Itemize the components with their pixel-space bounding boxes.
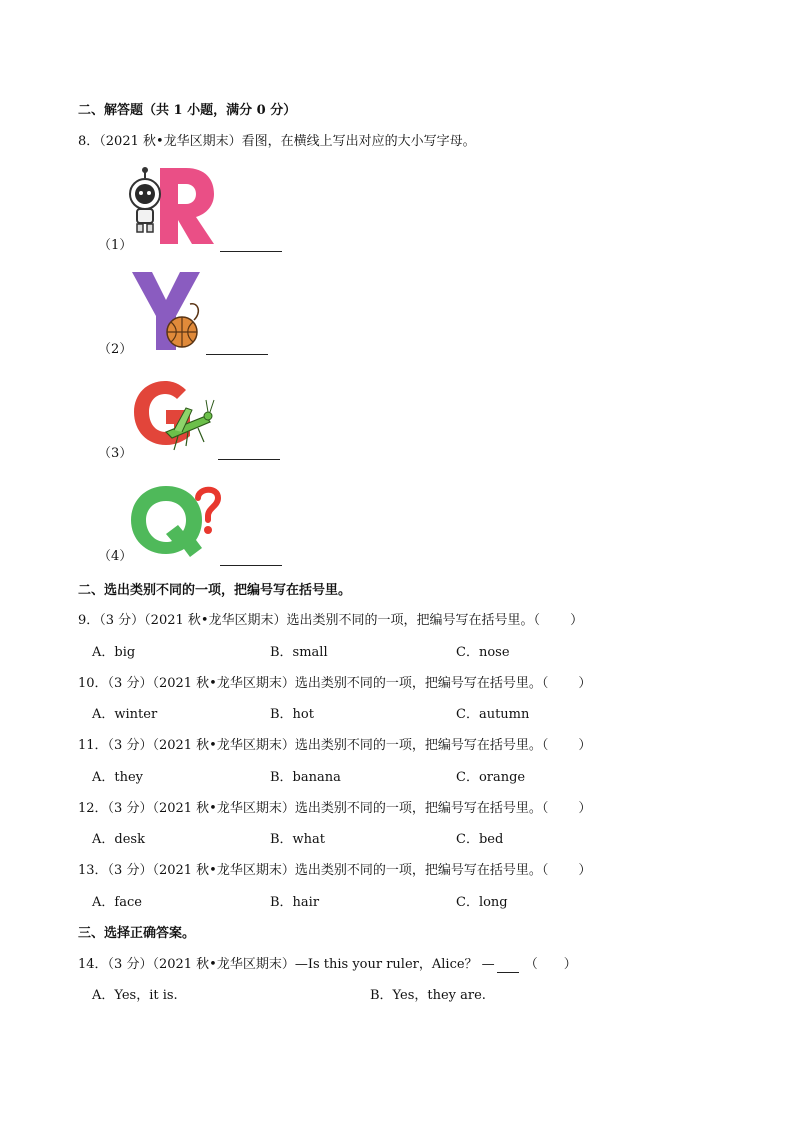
option-a[interactable]: A．big — [92, 645, 136, 660]
option-a[interactable]: A．Yes，it is. — [92, 988, 178, 1003]
option-c[interactable]: C．long — [456, 895, 508, 910]
answer-blank[interactable] — [497, 958, 519, 973]
item-number: （4） — [98, 549, 133, 564]
option-b[interactable]: B．what — [270, 832, 326, 847]
option-b[interactable]: B．hot — [270, 707, 314, 722]
option-c[interactable]: C．bed — [456, 832, 504, 847]
question-8-stem: 8．（2021 秋•龙华区期末）看图，在横线上写出对应的大小写字母。 — [78, 134, 476, 149]
answer-paren[interactable]: （ ） — [524, 957, 577, 972]
item-number: （3） — [98, 446, 133, 461]
question-stem: 13．（3 分）（2021 秋•龙华区期末）选出类别不同的一项，把编号写在括号里。（ ） — [78, 863, 592, 878]
option-a[interactable]: A．they — [92, 770, 144, 785]
option-a[interactable]: A．winter — [92, 707, 158, 722]
letter-q-image — [126, 480, 222, 560]
option-b[interactable]: B．small — [270, 645, 328, 660]
option-b[interactable]: B．Yes，they are. — [370, 988, 486, 1003]
question-stem: 11．（3 分）（2021 秋•龙华区期末）选出类别不同的一项，把编号写在括号里。（ ） — [78, 738, 592, 753]
section-title-choose-correct: 三、选择正确答案。 — [78, 926, 196, 941]
option-c[interactable]: C．orange — [456, 770, 526, 785]
letter-r-image — [128, 162, 218, 248]
section-title-answer: 二、解答题（共 1 小题，满分 0 分） — [78, 103, 297, 118]
item-number: （1） — [98, 238, 133, 253]
question-stem: 12．（3 分）（2021 秋•龙华区期末）选出类别不同的一项，把编号写在括号里。（ ） — [78, 801, 592, 816]
answer-blank-2[interactable] — [206, 339, 268, 355]
answer-blank-3[interactable] — [218, 444, 280, 460]
option-c[interactable]: C．nose — [456, 645, 510, 660]
option-a[interactable]: A．desk — [92, 832, 145, 847]
option-c[interactable]: C．autumn — [456, 707, 530, 722]
answer-blank-4[interactable] — [220, 550, 282, 566]
letter-g-image — [126, 370, 218, 456]
option-b[interactable]: B．banana — [270, 770, 341, 785]
question-stem: 14．（3 分）（2021 秋•龙华区期末）—Is this your ruler，Alice？ — （ ） — [78, 957, 577, 972]
item-number: （2） — [98, 342, 133, 357]
question-stem: 9．（3 分）（2021 秋•龙华区期末）选出类别不同的一项，把编号写在括号里。（ ） — [78, 613, 584, 628]
question-stem: 10．（3 分）（2021 秋•龙华区期末）选出类别不同的一项，把编号写在括号里。（ ） — [78, 676, 592, 691]
option-a[interactable]: A．face — [92, 895, 142, 910]
letter-y-image — [128, 266, 208, 354]
robot-icon — [130, 167, 160, 232]
option-b[interactable]: B．hair — [270, 895, 320, 910]
section-title-choose-different: 二、选出类别不同的一项，把编号写在括号里。 — [78, 583, 352, 598]
answer-blank-1[interactable] — [220, 236, 282, 252]
